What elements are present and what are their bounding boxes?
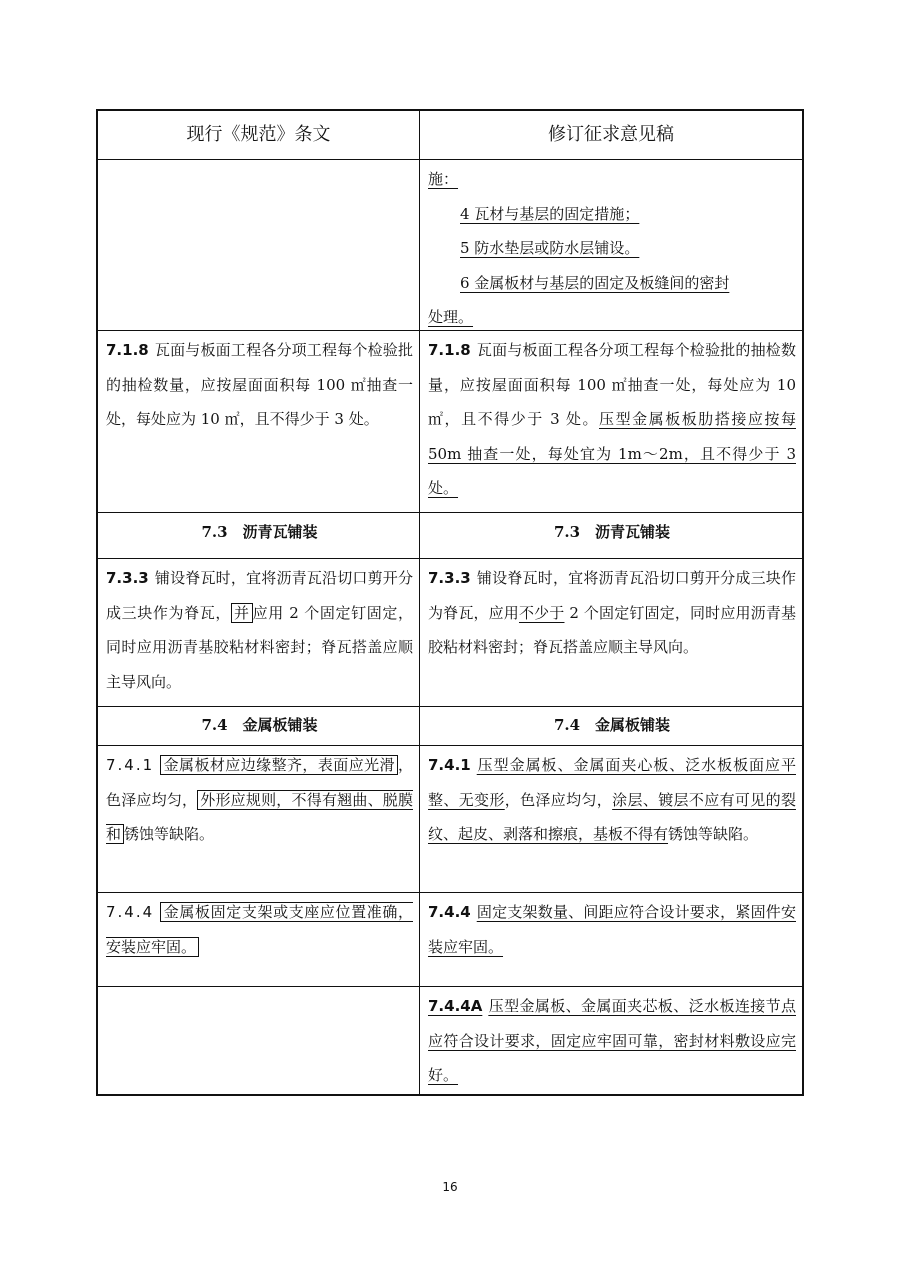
- table-row: [98, 986, 802, 1094]
- section-title-revised: 7.3 沥青瓦铺装: [553, 523, 671, 541]
- comparison-table: [96, 109, 804, 1096]
- cell-current-744: [98, 893, 420, 986]
- clause-number: 7.4.1: [428, 756, 471, 774]
- cell-current-empty: [98, 160, 420, 330]
- revised-line: 5 防水垫层或防水层铺设。: [460, 239, 640, 257]
- clause-text: 瓦面与板面工程各分项工程每个检验批的抽检数量，应按屋面面积每 100 ㎡抽查一处，每处应为 10 ㎡，且不得少于 3 处。: [106, 341, 413, 428]
- cell-current-empty: [98, 987, 420, 1094]
- clause-number: 7.1.8: [106, 341, 149, 359]
- added-text: 涂层、镀层不应有可见的裂纹、起皮、剥落和擦痕，基板不得有: [428, 790, 796, 843]
- table-row: [98, 330, 802, 512]
- revised-line: 4 瓦材与基层的固定措施；: [460, 204, 640, 223]
- section-title-current: 7.3 沥青瓦铺装: [98, 513, 420, 558]
- cell-revised-718: [420, 331, 802, 512]
- clause-number: 7.4.4: [106, 903, 155, 921]
- added-text: 固定支架数量、间距应符合设计要求，紧固件安装应牢固。: [428, 903, 796, 956]
- clause-text: 应用 2 个固定钉固定，同时应用沥青基胶粘材料密封；脊瓦搭盖应顺主导风向。: [106, 603, 413, 691]
- cell-current-741: [98, 746, 420, 892]
- cell-current-733: [98, 559, 420, 706]
- revised-line: 施：: [428, 170, 459, 188]
- header-current: 现行《规范》条文: [98, 111, 420, 159]
- revised-line: 处理。: [428, 308, 474, 326]
- table-row: [98, 558, 802, 706]
- clause-text: 铺设脊瓦时，宜将沥青瓦沿切口剪开分成三块作为脊瓦，应用: [428, 569, 796, 622]
- boxed-text: 并: [231, 603, 253, 623]
- clause-text: 铺设脊瓦时，宜将沥青瓦沿切口剪开分成三块作为脊瓦，: [106, 569, 413, 622]
- boxed-text: 外形应规则，不得有翘曲、脱膜和: [106, 790, 413, 843]
- boxed-text: 金属板材应边缘整齐，表面应光滑: [160, 755, 398, 775]
- section-row: [98, 512, 802, 558]
- cell-revised-741: [420, 746, 802, 892]
- clause-number: 7.4.1: [106, 756, 155, 774]
- clause-number: 7.1.8: [428, 341, 471, 359]
- table-row: [98, 159, 802, 330]
- section-title-current: 7.4 金属板铺装: [98, 707, 420, 745]
- clause-number: 7.3.3: [106, 569, 149, 587]
- section-title-revised: 7.4 金属板铺装: [553, 716, 671, 734]
- cell-revised-cont: [420, 160, 802, 330]
- clause-number: 7.4.4: [428, 903, 471, 921]
- clause-text: 锈蚀等缺陷。: [124, 825, 215, 843]
- cell-current-718: [98, 331, 420, 512]
- clause-text: ，色泽应均匀，: [504, 790, 613, 809]
- added-text: 压型金属板、金属面夹芯板、泛水板连接节点应符合设计要求，固定应牢固可靠，密封材料敷设应完好。: [428, 997, 796, 1084]
- clause-text: 瓦面与板面工程各分项工程每个检验批的抽检数量，应按屋面面积每 100 ㎡抽查一处，每处应为 10 ㎡，且不得少于 3 处。: [428, 341, 796, 428]
- section-row: [98, 706, 802, 745]
- clause-number: 7.3.3: [428, 569, 471, 587]
- table-row: [98, 745, 802, 892]
- clause-text: 2 个固定钉固定，同时应用沥青基胶粘材料密封；脊瓦搭盖应顺主导风向。: [428, 603, 796, 656]
- table-header: [98, 111, 802, 159]
- table-row: [98, 892, 802, 986]
- added-text: 不少于: [518, 603, 565, 622]
- clause-text: 锈蚀等缺陷。: [668, 825, 759, 843]
- added-text: 压型金属板板肋搭接应按每 50m 抽查一处，每处宜为 1m～2m，且不得少于 3 处。: [428, 410, 796, 497]
- boxed-text: 金属板固定支架或支座应位置准确，安装应牢固。: [106, 903, 413, 956]
- clause-text: ，色泽应均匀，: [106, 756, 413, 809]
- header-revised: 修订征求意见稿: [548, 124, 674, 145]
- page-number: 16: [442, 1180, 458, 1194]
- clause-number: 7.4.4A: [428, 997, 483, 1015]
- cell-revised-744: [420, 893, 802, 986]
- added-text: 压型金属板、金属面夹心板、泛水板板面应平整、无变形: [428, 756, 796, 809]
- cell-revised-733: [420, 559, 802, 706]
- revised-line: 6 金属板材与基层的固定及板缝间的密封: [460, 273, 730, 292]
- cell-revised-744a: [420, 987, 802, 1094]
